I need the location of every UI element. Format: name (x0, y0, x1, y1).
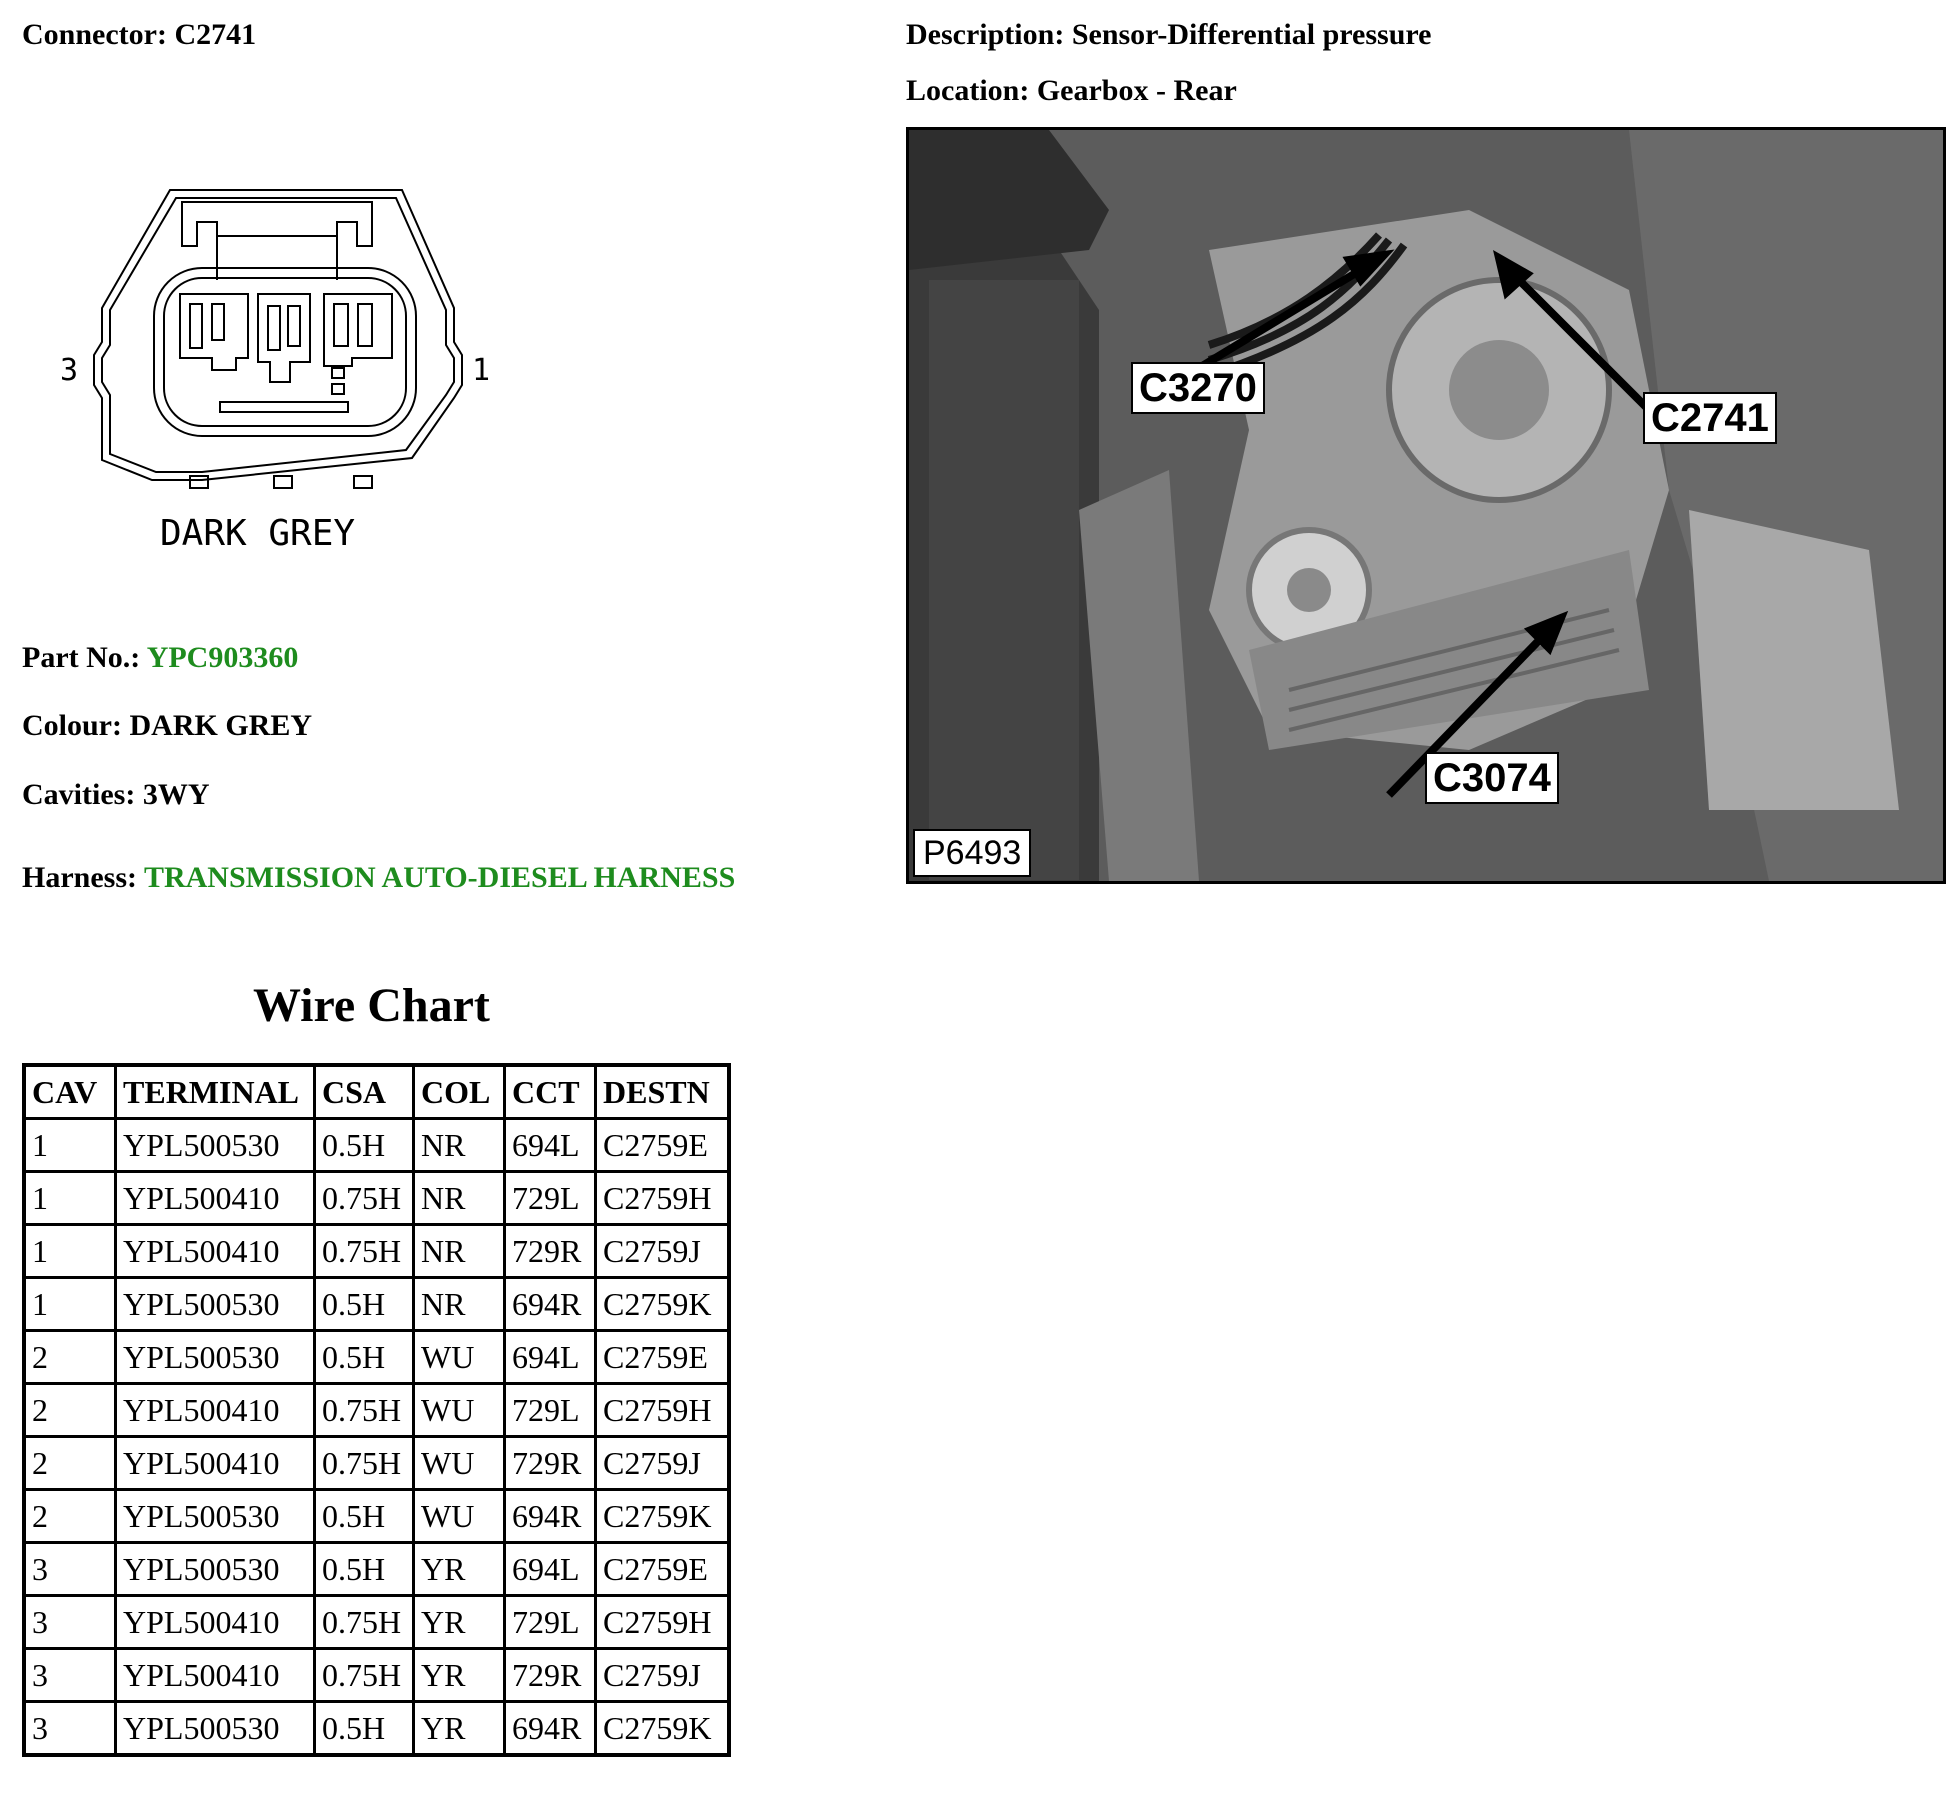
table-row (24, 1172, 729, 1225)
cell-col: WU (414, 1331, 505, 1384)
col-col-header: COL (414, 1065, 505, 1119)
location-line (906, 74, 1237, 108)
cell-terminal: YPL500410 (116, 1596, 315, 1649)
cell-destn: C2759E (596, 1331, 730, 1384)
cell-destn: C2759K (596, 1278, 730, 1331)
table-row (24, 1649, 729, 1702)
cell-terminal: YPL500530 (116, 1543, 315, 1596)
cell-terminal: YPL500530 (116, 1702, 315, 1756)
cell-cav: 2 (24, 1384, 116, 1437)
cell-destn: C2759H (596, 1384, 730, 1437)
cell-terminal: YPL500530 (116, 1331, 315, 1384)
cell-col: YR (414, 1543, 505, 1596)
cell-cav: 1 (24, 1172, 116, 1225)
cell-col: WU (414, 1490, 505, 1543)
cell-cav: 2 (24, 1437, 116, 1490)
cell-destn: C2759H (596, 1596, 730, 1649)
cell-csa: 0.75H (315, 1437, 414, 1490)
location-value: Gearbox - Rear (1036, 74, 1237, 107)
cell-terminal: YPL500410 (116, 1437, 315, 1490)
table-row (24, 1596, 729, 1649)
colour-label: Colour: (22, 709, 122, 742)
table-row (24, 1490, 729, 1543)
callout-c3270: C3270 (1131, 362, 1265, 414)
cell-csa: 0.5H (315, 1119, 414, 1172)
cell-cav: 1 (24, 1225, 116, 1278)
part-no-link[interactable]: YPC903360 (146, 641, 299, 674)
cell-col: NR (414, 1278, 505, 1331)
cell-col: WU (414, 1437, 505, 1490)
cell-cct: 694R (505, 1702, 596, 1756)
cavities-line (22, 778, 209, 812)
cell-terminal: YPL500410 (116, 1225, 315, 1278)
cell-col: YR (414, 1596, 505, 1649)
cell-destn: C2759K (596, 1702, 730, 1756)
cell-terminal: YPL500530 (116, 1278, 315, 1331)
cell-csa: 0.5H (315, 1702, 414, 1756)
connector-label: Connector: (22, 18, 167, 51)
cell-col: NR (414, 1172, 505, 1225)
cell-csa: 0.75H (315, 1596, 414, 1649)
harness-line (22, 861, 735, 895)
col-cct-header: CCT (505, 1065, 596, 1119)
part-no-line (22, 641, 298, 675)
colour-line (22, 709, 312, 743)
cell-cav: 2 (24, 1331, 116, 1384)
cell-terminal: YPL500530 (116, 1490, 315, 1543)
cell-col: WU (414, 1384, 505, 1437)
photo-id-label: P6493 (913, 829, 1031, 877)
wire-chart-title: Wire Chart (253, 979, 490, 1032)
pin-3-label: 3 (60, 353, 79, 388)
cell-cav: 1 (24, 1278, 116, 1331)
cell-csa: 0.75H (315, 1172, 414, 1225)
wire-chart-body (24, 1119, 729, 1756)
description-line (906, 18, 1432, 52)
location-photo (906, 127, 1946, 884)
cell-cct: 694R (505, 1278, 596, 1331)
cell-terminal: YPL500410 (116, 1172, 315, 1225)
callout-c3074: C3074 (1425, 752, 1559, 804)
description-value: Sensor-Differential pressure (1071, 18, 1432, 51)
cell-cav: 3 (24, 1649, 116, 1702)
table-row (24, 1225, 729, 1278)
connector-face-diagram (52, 180, 502, 560)
callout-c2741: C2741 (1643, 392, 1777, 444)
col-terminal-header: TERMINAL (116, 1065, 315, 1119)
cell-csa: 0.5H (315, 1331, 414, 1384)
cell-col: YR (414, 1702, 505, 1756)
table-row (24, 1384, 729, 1437)
cell-cav: 2 (24, 1490, 116, 1543)
cell-csa: 0.75H (315, 1384, 414, 1437)
harness-link[interactable]: TRANSMISSION AUTO-DIESEL HARNESS (143, 861, 736, 894)
connector-value: C2741 (174, 18, 257, 51)
wire-chart-header-row (24, 1065, 729, 1119)
cell-cct: 729L (505, 1384, 596, 1437)
col-cav-header: CAV (24, 1065, 116, 1119)
cell-cct: 729R (505, 1225, 596, 1278)
table-row (24, 1119, 729, 1172)
cell-cct: 694R (505, 1490, 596, 1543)
cell-col: YR (414, 1649, 505, 1702)
harness-label: Harness: (22, 861, 137, 894)
cell-cct: 694L (505, 1119, 596, 1172)
cell-csa: 0.75H (315, 1225, 414, 1278)
cell-cav: 3 (24, 1543, 116, 1596)
part-no-label: Part No.: (22, 641, 141, 674)
table-row (24, 1702, 729, 1756)
cell-col: NR (414, 1225, 505, 1278)
cell-cct: 729L (505, 1172, 596, 1225)
diagram-colour-caption: DARK GREY (160, 513, 356, 554)
pin-1-label: 1 (472, 353, 491, 388)
cell-destn: C2759J (596, 1649, 730, 1702)
table-row (24, 1331, 729, 1384)
table-row (24, 1278, 729, 1331)
cell-terminal: YPL500410 (116, 1649, 315, 1702)
description-label: Description: (906, 18, 1065, 51)
cell-cct: 729L (505, 1596, 596, 1649)
location-label: Location: (906, 74, 1030, 107)
cell-cct: 729R (505, 1437, 596, 1490)
cell-destn: C2759K (596, 1490, 730, 1543)
connector-line (22, 18, 256, 52)
cell-cct: 694L (505, 1331, 596, 1384)
cell-cav: 1 (24, 1119, 116, 1172)
cell-destn: C2759J (596, 1225, 730, 1278)
col-destn-header: DESTN (596, 1065, 730, 1119)
cell-csa: 0.5H (315, 1543, 414, 1596)
colour-value: DARK GREY (129, 709, 313, 742)
cell-csa: 0.5H (315, 1278, 414, 1331)
cell-destn: C2759E (596, 1543, 730, 1596)
cell-cav: 3 (24, 1702, 116, 1756)
cavities-label: Cavities: (22, 778, 136, 811)
cell-destn: C2759J (596, 1437, 730, 1490)
cell-destn: C2759H (596, 1172, 730, 1225)
table-row (24, 1437, 729, 1490)
cell-col: NR (414, 1119, 505, 1172)
cell-terminal: YPL500410 (116, 1384, 315, 1437)
wire-chart-table (22, 1063, 731, 1757)
cell-cav: 3 (24, 1596, 116, 1649)
cell-csa: 0.5H (315, 1490, 414, 1543)
cell-cct: 729R (505, 1649, 596, 1702)
cavities-value: 3WY (142, 778, 210, 811)
col-csa-header: CSA (315, 1065, 414, 1119)
cell-cct: 694L (505, 1543, 596, 1596)
table-row (24, 1543, 729, 1596)
cell-csa: 0.75H (315, 1649, 414, 1702)
cell-terminal: YPL500530 (116, 1119, 315, 1172)
cell-destn: C2759E (596, 1119, 730, 1172)
